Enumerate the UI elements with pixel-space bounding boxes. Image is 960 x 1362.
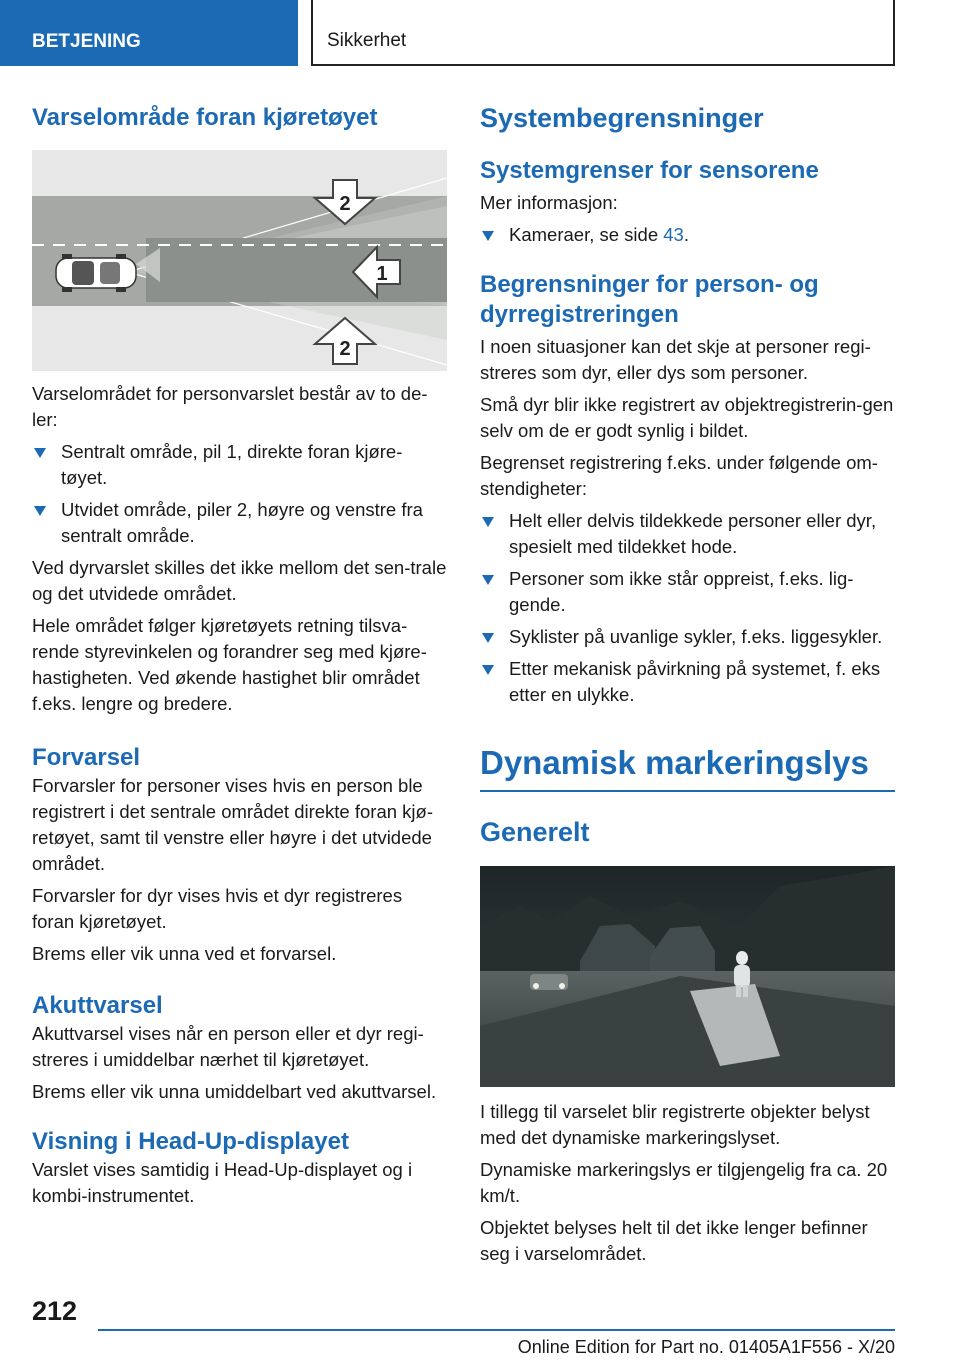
edition-text: Online Edition for Part no. 01405A1F556 - X/20 (517, 1337, 895, 1357)
list-item: Utvidet område, piler 2, høyre og venstre fra sentralt område. (32, 497, 447, 549)
list-item: Helt eller delvis tildekkede personer eller dyr, spesielt med tildekket hode. (480, 508, 895, 560)
central-zone (146, 238, 447, 302)
list-item: Etter mekanisk påvirkning på systemet, f. eks etter en ulykke. (480, 656, 895, 708)
sensor-list (480, 222, 895, 248)
hud-heading: Visning i Head-Up-displayet (32, 1128, 349, 1155)
zone-list (32, 439, 447, 549)
list-item: Sentralt område, pil 1, direkte foran kjøre‐tøyet. (32, 439, 447, 491)
arrow-label-2-top: 2 (339, 193, 351, 215)
right-column (480, 100, 895, 1267)
paragraph: Små dyr blir ikke registrert av objektregistrerin‐gen selv om de er godt synlig i bildet. (480, 394, 894, 441)
paragraph: Hele området følger kjøretøyets retning tilsva‐rende styrevinkelen og forandrer seg med kjøre‐hastigheten. Ved økende hastighet blir området f.eks. lengre og bredere. (32, 615, 427, 714)
warning-area-heading: Varselområde foran kjøretøyet (32, 104, 378, 131)
arrow-label-1: 1 (376, 263, 388, 285)
triangle-bullet-icon (482, 633, 494, 643)
triangle-bullet-icon (482, 231, 494, 241)
footer-rule (98, 1329, 895, 1331)
left-column (32, 100, 447, 1209)
paragraph: Akuttvarsel vises når en person eller et dyr regi‐streres i umiddelbar nærhet til kjøretøyet. (32, 1023, 424, 1070)
paragraph: Forvarsler for personer vises hvis en person ble registrert i det sentrale området direkte foran kjø‐retøyet, samt til venstre eller høyre i det utvidede området. (32, 775, 433, 874)
paragraph: Brems eller vik unna umiddelbart ved akuttvarsel. (32, 1081, 437, 1102)
warning-area-figure (32, 150, 447, 371)
paragraph: Forvarsler for dyr vises hvis et dyr registreres foran kjøretøyet. (32, 885, 403, 932)
page-number: 212 (32, 1296, 78, 1326)
paragraph: Objektet belyses helt til det ikke lenger befinner seg i varselområdet. (480, 1217, 868, 1264)
oncoming-car-icon (530, 974, 568, 990)
paragraph: Ved dyrvarslet skilles det ikke mellom det sen‐trale og det utvidede området. (32, 557, 447, 604)
system-limits-heading: Systembegrensninger (480, 103, 764, 133)
paragraph: Varslet vises samtidig i Head-Up-displayet og i kombi-instrumentet. (32, 1159, 413, 1206)
list-item: Kameraer, se side 43. (480, 222, 895, 248)
arrow-label-2-bottom: 2 (339, 338, 351, 360)
intro-text: Varselområdet for personvarslet består av to de‐ler: (32, 383, 428, 430)
topic-title: Sikkerhet (311, 0, 895, 66)
dynamic-light-photo (480, 866, 895, 1087)
paragraph: Mer informasjon: (480, 192, 618, 213)
triangle-bullet-icon (482, 665, 494, 675)
car-icon (56, 254, 136, 292)
paragraph: Begrenset registrering f.eks. under følgende om‐stendigheter: (480, 452, 878, 499)
heading-rule (480, 790, 895, 792)
person-limits-heading: Begrensninger for person- og dyrregistreringen (480, 271, 819, 328)
paragraph: I noen situasjoner kan det skje at personer regi‐streres som dyr, eller dys som personer. (480, 336, 871, 383)
triangle-bullet-icon (34, 448, 46, 458)
triangle-bullet-icon (482, 517, 494, 527)
list-item: Personer som ikke står oppreist, f.eks. lig‐gende. (480, 566, 895, 618)
general-heading: Generelt (480, 817, 590, 847)
paragraph: Brems eller vik unna ved et forvarsel. (32, 943, 337, 964)
akuttvarsel-heading: Akuttvarsel (32, 992, 163, 1019)
sensor-limits-heading: Systemgrenser for sensorene (480, 157, 819, 184)
limits-list (480, 508, 895, 708)
paragraph: Dynamiske markeringslys er tilgjengelig fra ca. 20 km/t. (480, 1159, 888, 1206)
page-link[interactable]: 43 (663, 224, 684, 245)
triangle-bullet-icon (482, 575, 494, 585)
dynamic-light-heading: Dynamisk markeringslys (480, 744, 869, 781)
paragraph: I tillegg til varselet blir registrerte objekter belyst med det dynamiske markeringslyset. (480, 1101, 870, 1148)
forvarsel-heading: Forvarsel (32, 744, 141, 771)
section-tab: BETJENING (0, 0, 298, 66)
page-header (0, 0, 960, 66)
triangle-bullet-icon (34, 506, 46, 516)
list-item: Syklister på uvanlige sykler, f.eks. liggesykler. (480, 624, 895, 650)
